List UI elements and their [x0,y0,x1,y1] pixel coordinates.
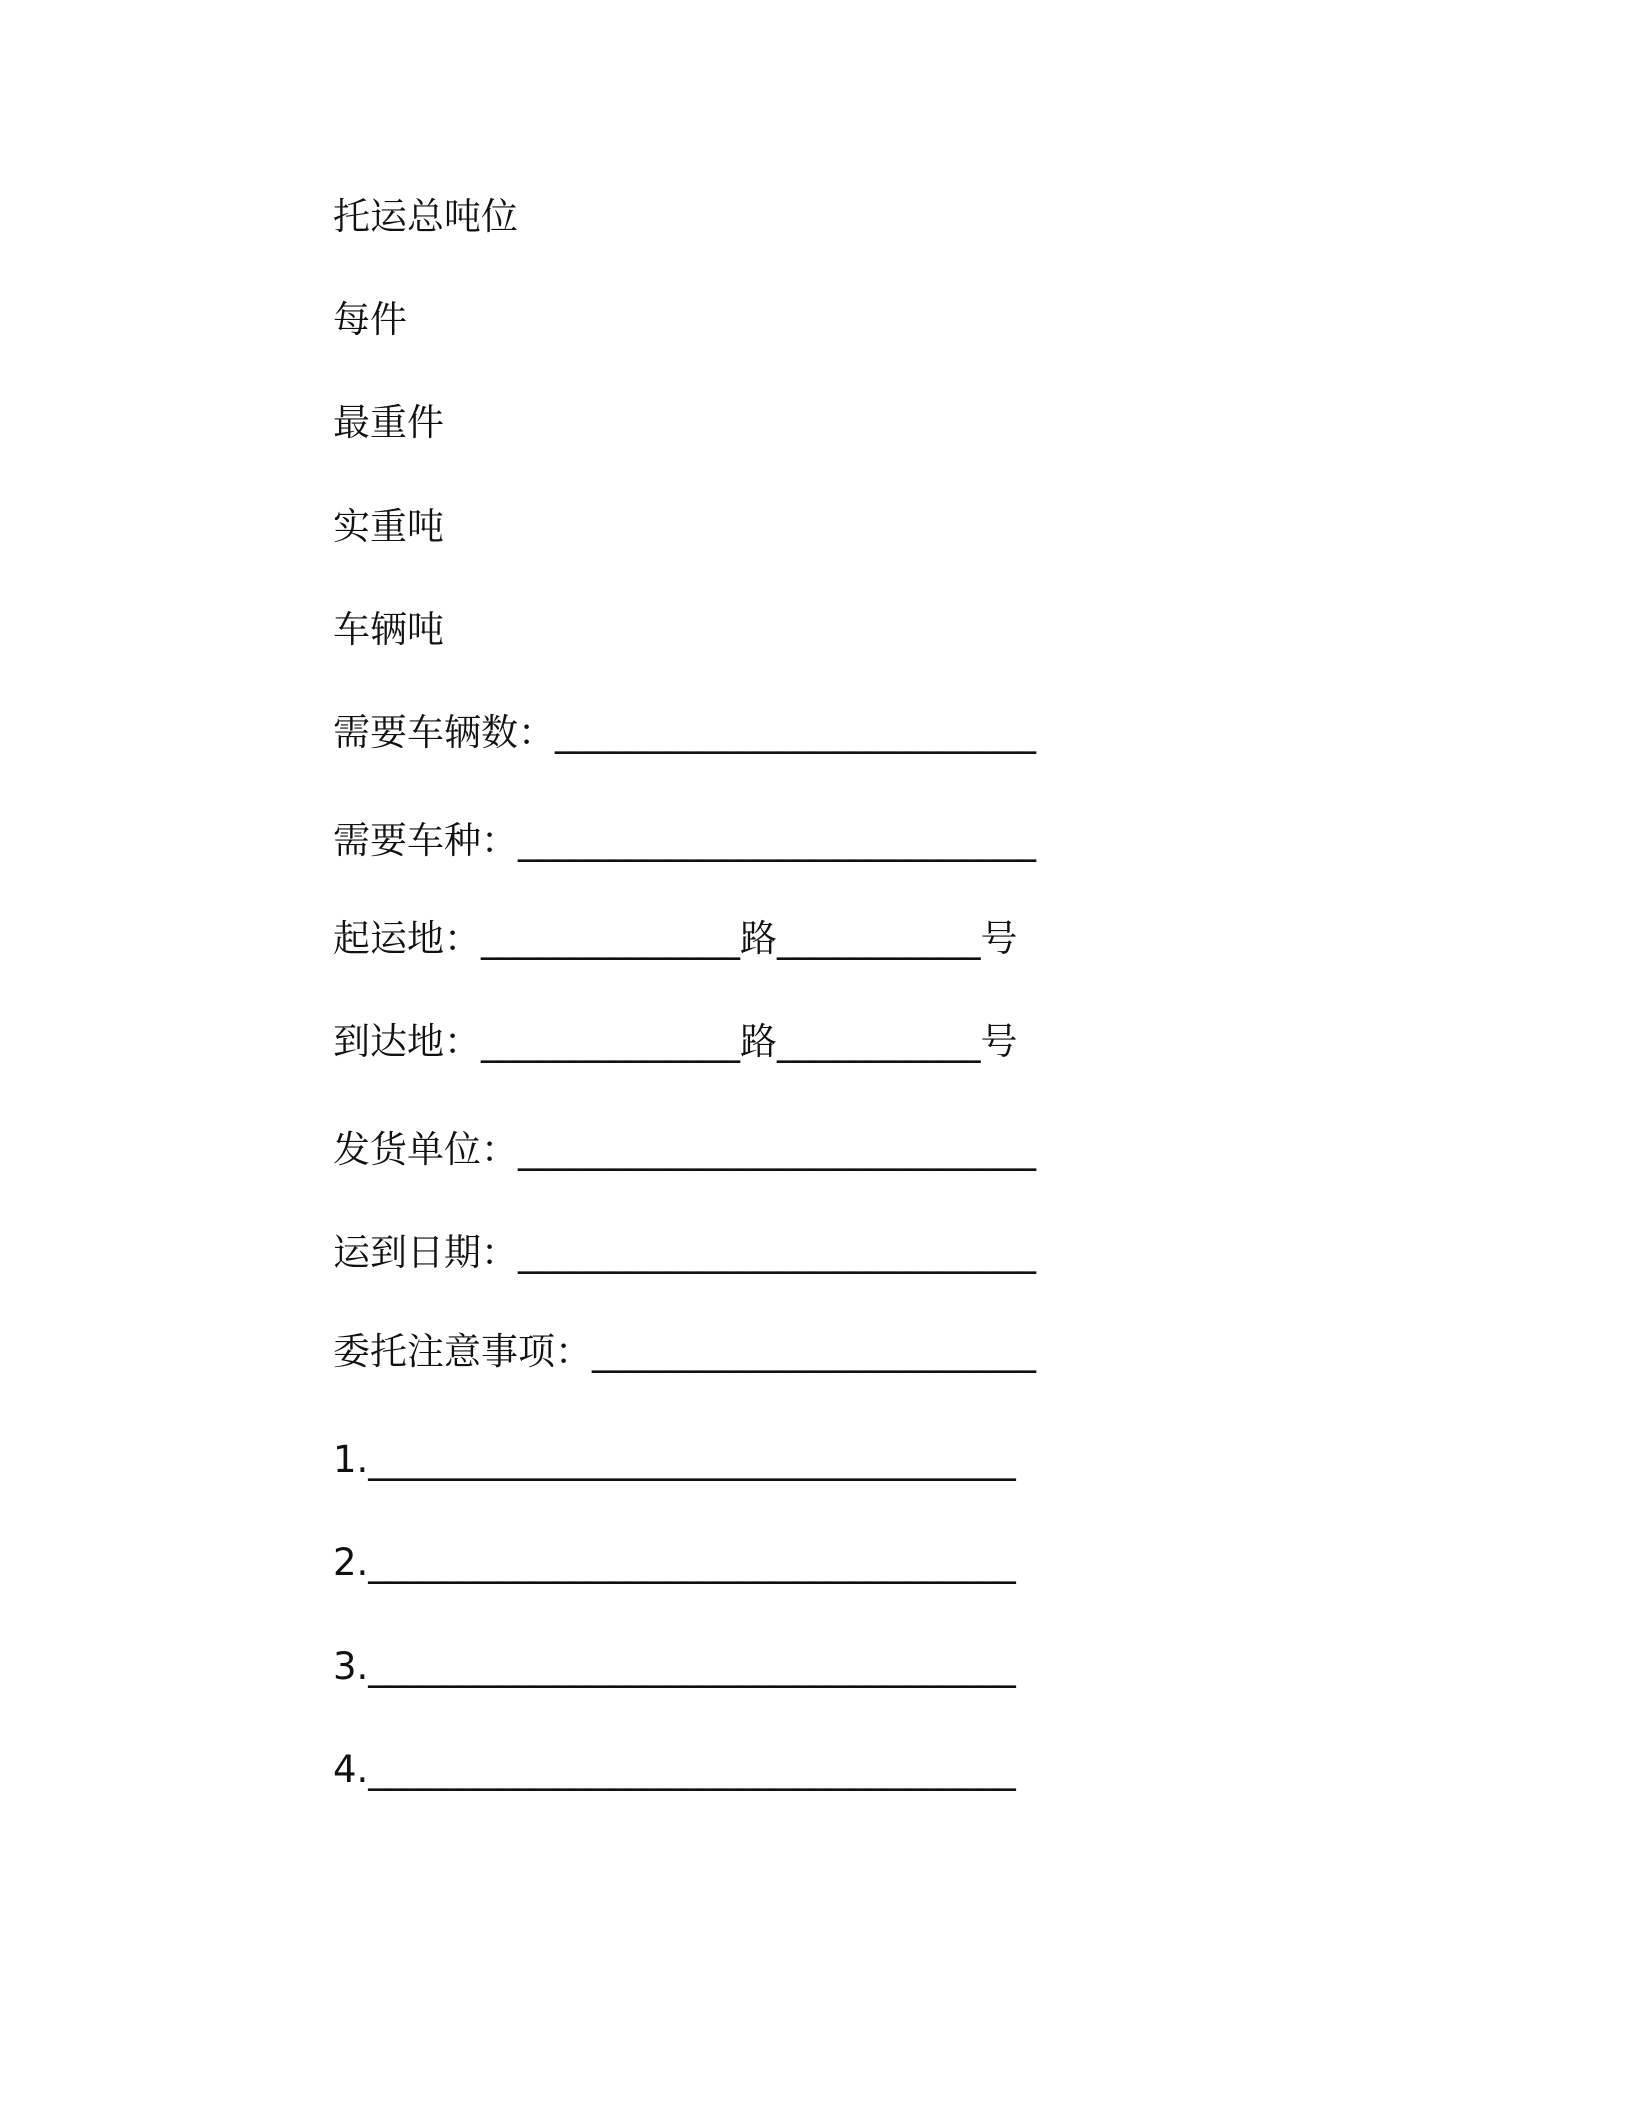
origin-field: 起运地：______________路___________号 [333,917,1018,960]
actual-weight-label: 实重吨 [333,505,444,548]
vehicle-type-field: 需要车种：____________________________ [333,819,1036,862]
vehicle-ton-label: 车辆吨 [333,608,444,651]
note-line-1: 1.___________________________________ [333,1438,1016,1481]
heaviest-piece-label: 最重件 [333,401,444,444]
notes-label: 委托注意事项：________________________ [333,1330,1036,1373]
note-line-4: 4.___________________________________ [333,1748,1016,1791]
note-line-3: 3.___________________________________ [333,1645,1016,1688]
arrival-date-field: 运到日期：____________________________ [333,1231,1036,1274]
total-tonnage-label: 托运总吨位 [333,195,518,238]
vehicles-needed-field: 需要车辆数：__________________________ [333,711,1036,754]
destination-field: 到达地：______________路___________号 [333,1020,1018,1063]
per-piece-label: 每件 [333,298,407,341]
shipper-field: 发货单位：____________________________ [333,1128,1036,1171]
note-line-2: 2.___________________________________ [333,1541,1016,1584]
